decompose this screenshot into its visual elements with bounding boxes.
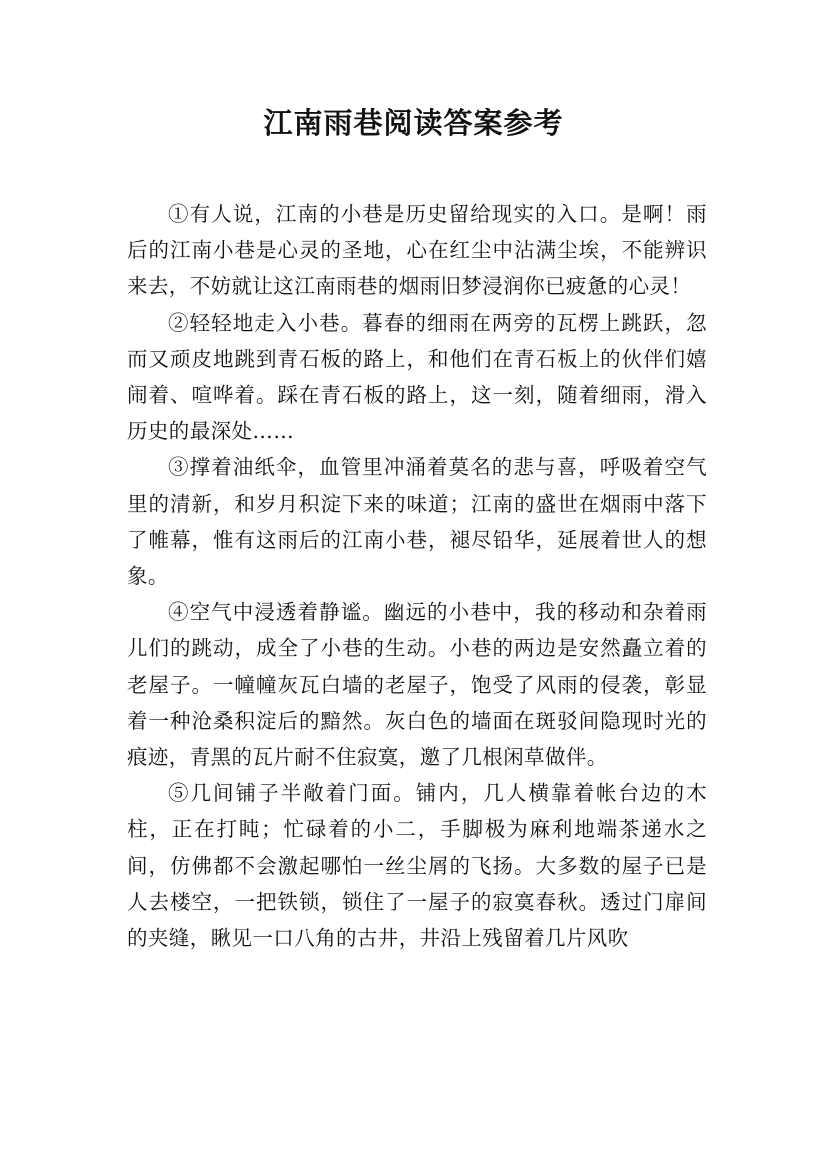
document-body xyxy=(127,196,707,956)
paragraph-4: ④空气中浸透着静谧。幽远的小巷中，我的移动和杂着雨儿们的跳动，成全了小巷的生动。小巷的两边是安然矗立着的老屋子。一幢幢灰瓦白墙的老屋子，饱受了风雨的侵袭，彰显着一种沧桑积淀后的黯然。灰白色的墙面在斑驳间隐现时光的痕迹，青黑的瓦片耐不住寂寞，邀了几根闲草做伴。 xyxy=(127,600,707,770)
paragraph-2: ②轻轻地走入小巷。暮春的细雨在两旁的瓦楞上跳跃，忽而又顽皮地跳到青石板的路上，和他们在青石板上的伙伴们嬉闹着、喧哗着。踩在青石板的路上，这一刻，随着细雨，滑入历史的最深处…… xyxy=(127,310,707,444)
paragraph-3: ③撑着油纸伞，血管里冲涌着莫名的悲与喜，呼吸着空气里的清新，和岁月积淀下来的味道；江南的盛世在烟雨中落下了帷幕，惟有这雨后的江南小巷，褪尽铅华，延展着世人的想象。 xyxy=(127,455,707,589)
paragraph-5: ⑤几间铺子半敞着门面。铺内，几人横靠着帐台边的木柱，正在打盹；忙碌着的小二，手脚极为麻利地端茶递水之间，仿佛都不会激起哪怕一丝尘屑的飞扬。大多数的屋子已是人去楼空，一把铁锁，锁住了一屋子的寂寞春秋。透过门扉间的夹缝，瞅见一口八角的古井，井沿上残留着几片风吹 xyxy=(127,781,707,951)
paragraph-1: ①有人说，江南的小巷是历史留给现实的入口。是啊！雨后的江南小巷是心灵的圣地，心在红尘中沾满尘埃，不能辨识来去，不妨就让这江南雨巷的烟雨旧梦浸润你已疲惫的心灵！ xyxy=(127,202,707,299)
document-title: 江南雨巷阅读答案参考 xyxy=(263,106,564,140)
